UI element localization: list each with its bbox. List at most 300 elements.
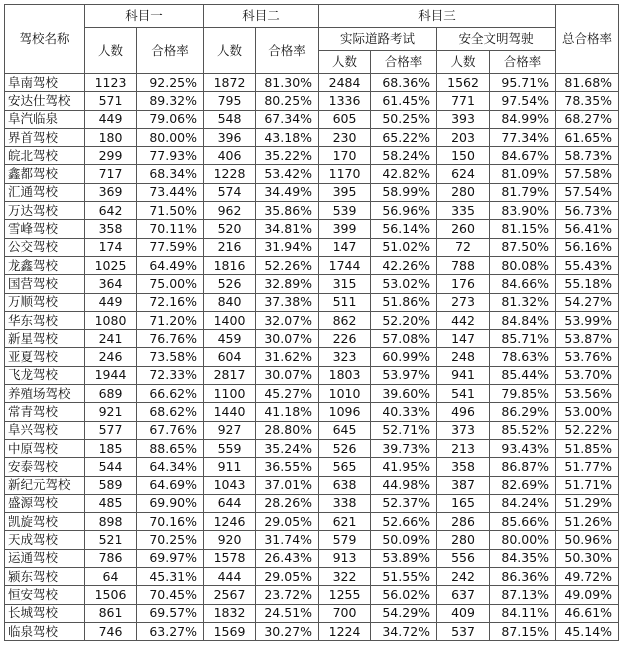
subject2-rate-cell: 67.34% xyxy=(256,110,319,128)
subject2-rate-cell: 34.49% xyxy=(256,183,319,201)
road-test-rate-cell: 42.26% xyxy=(371,256,437,274)
overall-rate-cell: 53.76% xyxy=(556,348,619,366)
school-name-cell: 鑫都驾校 xyxy=(5,165,85,183)
subject1-rate-cell: 75.00% xyxy=(137,275,204,293)
overall-rate-cell: 55.18% xyxy=(556,275,619,293)
subject2-rate-cell: 35.22% xyxy=(256,147,319,165)
subject1-rate-cell: 72.33% xyxy=(137,366,204,384)
road-test-count-cell: 1255 xyxy=(319,586,371,604)
subject1-count-cell: 642 xyxy=(85,202,137,220)
subject1-count-cell: 521 xyxy=(85,531,137,549)
subject2-count-cell: 1832 xyxy=(204,604,256,622)
table-row xyxy=(5,220,619,238)
safe-driving-count-cell: 409 xyxy=(437,604,490,622)
road-test-rate-cell: 56.02% xyxy=(371,586,437,604)
road-test-count-cell: 2484 xyxy=(319,74,371,92)
subject1-count-cell: 64 xyxy=(85,568,137,586)
subject2-count-cell: 526 xyxy=(204,275,256,293)
overall-rate-cell: 56.73% xyxy=(556,202,619,220)
safe-driving-count-cell: 358 xyxy=(437,458,490,476)
school-name-cell: 安泰驾校 xyxy=(5,458,85,476)
subject2-rate-cell: 80.25% xyxy=(256,92,319,110)
table-row xyxy=(5,238,619,256)
table-row xyxy=(5,385,619,403)
subject1-rate-cell: 64.49% xyxy=(137,256,204,274)
subject1-count-cell: 299 xyxy=(85,147,137,165)
safe-driving-rate-cell: 82.69% xyxy=(490,476,556,494)
subject1-rate-cell: 69.97% xyxy=(137,549,204,567)
subject1-count-cell: 185 xyxy=(85,439,137,457)
subject1-count-cell: 577 xyxy=(85,421,137,439)
road-test-count-cell: 638 xyxy=(319,476,371,494)
school-name-cell: 阜汽临泉 xyxy=(5,110,85,128)
school-name-cell: 恒安驾校 xyxy=(5,586,85,604)
school-name-cell: 运通驾校 xyxy=(5,549,85,567)
road-test-count-cell: 1803 xyxy=(319,366,371,384)
road-test-rate-cell: 52.20% xyxy=(371,311,437,329)
school-name-cell: 亚夏驾校 xyxy=(5,348,85,366)
subject2-count-cell: 520 xyxy=(204,220,256,238)
header-row-1 xyxy=(5,5,619,28)
safe-driving-rate-cell: 84.11% xyxy=(490,604,556,622)
overall-rate-cell: 53.99% xyxy=(556,311,619,329)
road-test-count-cell: 170 xyxy=(319,147,371,165)
subject1-count-cell: 1080 xyxy=(85,311,137,329)
road-test-count-cell: 700 xyxy=(319,604,371,622)
table-row xyxy=(5,311,619,329)
subject2-rate-cell: 53.42% xyxy=(256,165,319,183)
subject1-count-cell: 589 xyxy=(85,476,137,494)
subject2-count-cell: 444 xyxy=(204,568,256,586)
subject2-count-cell: 1440 xyxy=(204,403,256,421)
safe-driving-rate-cell: 81.15% xyxy=(490,220,556,238)
road-test-count-cell: 226 xyxy=(319,330,371,348)
subject2-count-header: 人数 xyxy=(204,28,256,74)
overall-rate-cell: 55.43% xyxy=(556,256,619,274)
road-test-rate-cell: 56.96% xyxy=(371,202,437,220)
subject1-header: 科目一 xyxy=(85,5,204,28)
school-name-cell: 万达驾校 xyxy=(5,202,85,220)
subject2-rate-cell: 24.51% xyxy=(256,604,319,622)
table-row xyxy=(5,74,619,92)
safe-driving-count-cell: 788 xyxy=(437,256,490,274)
school-name-cell: 万顺驾校 xyxy=(5,293,85,311)
subject2-count-cell: 911 xyxy=(204,458,256,476)
safe-driving-count-cell: 248 xyxy=(437,348,490,366)
safe-driving-count-cell: 1562 xyxy=(437,74,490,92)
subject1-rate-cell: 80.00% xyxy=(137,128,204,146)
road-test-count-header: 人数 xyxy=(319,51,371,74)
safe-driving-rate-cell: 81.32% xyxy=(490,293,556,311)
safe-driving-rate-cell: 81.09% xyxy=(490,165,556,183)
road-test-count-cell: 323 xyxy=(319,348,371,366)
safe-driving-rate-cell: 84.24% xyxy=(490,494,556,512)
safe-driving-rate-cell: 87.15% xyxy=(490,622,556,640)
road-test-rate-cell: 51.02% xyxy=(371,238,437,256)
road-test-count-cell: 645 xyxy=(319,421,371,439)
overall-rate-cell: 46.61% xyxy=(556,604,619,622)
overall-rate-cell: 56.16% xyxy=(556,238,619,256)
school-name-cell: 天成驾校 xyxy=(5,531,85,549)
subject2-rate-cell: 52.26% xyxy=(256,256,319,274)
safe-driving-count-cell: 280 xyxy=(437,183,490,201)
overall-rate-cell: 57.54% xyxy=(556,183,619,201)
table-row xyxy=(5,366,619,384)
overall-rate-cell: 52.22% xyxy=(556,421,619,439)
school-name-cell: 安达仕驾校 xyxy=(5,92,85,110)
subject1-rate-cell: 45.31% xyxy=(137,568,204,586)
table-row xyxy=(5,586,619,604)
school-name-cell: 常青驾校 xyxy=(5,403,85,421)
subject2-rate-cell: 37.01% xyxy=(256,476,319,494)
subject2-rate-cell: 45.27% xyxy=(256,385,319,403)
school-name-cell: 养殖场驾校 xyxy=(5,385,85,403)
subject2-count-cell: 927 xyxy=(204,421,256,439)
safe-driving-rate-cell: 84.66% xyxy=(490,275,556,293)
safe-driving-rate-cell: 84.99% xyxy=(490,110,556,128)
subject1-rate-cell: 68.34% xyxy=(137,165,204,183)
road-test-rate-cell: 54.29% xyxy=(371,604,437,622)
road-test-count-cell: 539 xyxy=(319,202,371,220)
subject1-rate-cell: 67.76% xyxy=(137,421,204,439)
subject2-rate-cell: 28.80% xyxy=(256,421,319,439)
subject2-count-cell: 604 xyxy=(204,348,256,366)
safe-driving-count-cell: 387 xyxy=(437,476,490,494)
road-test-rate-cell: 39.73% xyxy=(371,439,437,457)
subject1-count-cell: 369 xyxy=(85,183,137,201)
subject1-count-cell: 449 xyxy=(85,110,137,128)
overall-rate-cell: 53.00% xyxy=(556,403,619,421)
safe-driving-count-cell: 213 xyxy=(437,439,490,457)
table-row xyxy=(5,513,619,531)
safe-driving-count-cell: 496 xyxy=(437,403,490,421)
subject1-count-cell: 485 xyxy=(85,494,137,512)
overall-rate-cell: 56.41% xyxy=(556,220,619,238)
road-test-count-cell: 147 xyxy=(319,238,371,256)
school-name-cell: 新纪元驾校 xyxy=(5,476,85,494)
subject1-count-cell: 174 xyxy=(85,238,137,256)
safe-driving-count-cell: 537 xyxy=(437,622,490,640)
safe-driving-count-cell: 273 xyxy=(437,293,490,311)
subject1-count-cell: 180 xyxy=(85,128,137,146)
road-test-count-cell: 230 xyxy=(319,128,371,146)
school-name-cell: 长城驾校 xyxy=(5,604,85,622)
safe-driving-count-cell: 624 xyxy=(437,165,490,183)
overall-rate-cell: 57.58% xyxy=(556,165,619,183)
road-test-count-cell: 1336 xyxy=(319,92,371,110)
subject2-rate-cell: 23.72% xyxy=(256,586,319,604)
road-test-rate-cell: 60.99% xyxy=(371,348,437,366)
subject1-rate-cell: 69.57% xyxy=(137,604,204,622)
safe-driving-rate-cell: 86.36% xyxy=(490,568,556,586)
subject2-rate-cell: 35.24% xyxy=(256,439,319,457)
table-row xyxy=(5,348,619,366)
subject2-rate-cell: 31.74% xyxy=(256,531,319,549)
school-name-cell: 龙鑫驾校 xyxy=(5,256,85,274)
subject1-rate-cell: 73.58% xyxy=(137,348,204,366)
subject1-count-cell: 1944 xyxy=(85,366,137,384)
subject1-count-cell: 1123 xyxy=(85,74,137,92)
subject2-rate-cell: 35.86% xyxy=(256,202,319,220)
subject1-rate-cell: 70.25% xyxy=(137,531,204,549)
school-name-cell: 华东驾校 xyxy=(5,311,85,329)
subject1-rate-cell: 70.11% xyxy=(137,220,204,238)
school-name-cell: 飞龙驾校 xyxy=(5,366,85,384)
safe-driving-count-cell: 442 xyxy=(437,311,490,329)
subject2-count-cell: 2817 xyxy=(204,366,256,384)
subject1-rate-cell: 79.06% xyxy=(137,110,204,128)
road-test-count-cell: 565 xyxy=(319,458,371,476)
subject2-count-cell: 548 xyxy=(204,110,256,128)
road-test-rate-cell: 53.97% xyxy=(371,366,437,384)
overall-rate-header: 总合格率 xyxy=(556,5,619,74)
safe-driving-rate-cell: 84.84% xyxy=(490,311,556,329)
road-test-count-cell: 1744 xyxy=(319,256,371,274)
subject1-rate-cell: 66.62% xyxy=(137,385,204,403)
road-test-rate-cell: 53.89% xyxy=(371,549,437,567)
table-row xyxy=(5,256,619,274)
subject1-rate-cell: 73.44% xyxy=(137,183,204,201)
road-test-count-cell: 1170 xyxy=(319,165,371,183)
subject1-rate-cell: 71.50% xyxy=(137,202,204,220)
overall-rate-cell: 58.73% xyxy=(556,147,619,165)
road-test-count-cell: 338 xyxy=(319,494,371,512)
subject2-count-cell: 644 xyxy=(204,494,256,512)
subject2-rate-cell: 81.30% xyxy=(256,74,319,92)
subject2-rate-cell: 37.38% xyxy=(256,293,319,311)
school-name-cell: 阜南驾校 xyxy=(5,74,85,92)
subject1-count-header: 人数 xyxy=(85,28,137,74)
subject2-rate-cell: 26.43% xyxy=(256,549,319,567)
road-test-count-cell: 913 xyxy=(319,549,371,567)
subject1-count-cell: 241 xyxy=(85,330,137,348)
road-test-rate-cell: 51.55% xyxy=(371,568,437,586)
subject2-rate-cell: 28.26% xyxy=(256,494,319,512)
safe-driving-rate-cell: 93.43% xyxy=(490,439,556,457)
subject2-count-cell: 1816 xyxy=(204,256,256,274)
road-test-count-cell: 579 xyxy=(319,531,371,549)
overall-rate-cell: 61.65% xyxy=(556,128,619,146)
table-row xyxy=(5,421,619,439)
subject2-count-cell: 559 xyxy=(204,439,256,457)
road-test-count-cell: 511 xyxy=(319,293,371,311)
subject1-count-cell: 717 xyxy=(85,165,137,183)
subject1-rate-cell: 92.25% xyxy=(137,74,204,92)
road-test-count-cell: 1096 xyxy=(319,403,371,421)
table-row xyxy=(5,476,619,494)
safe-driving-count-cell: 373 xyxy=(437,421,490,439)
safe-driving-count-cell: 771 xyxy=(437,92,490,110)
road-test-rate-cell: 50.09% xyxy=(371,531,437,549)
road-test-rate-cell: 68.36% xyxy=(371,74,437,92)
school-name-header: 驾校名称 xyxy=(5,5,85,74)
table-row xyxy=(5,92,619,110)
safe-driving-rate-cell: 81.79% xyxy=(490,183,556,201)
subject2-count-cell: 2567 xyxy=(204,586,256,604)
subject2-rate-cell: 43.18% xyxy=(256,128,319,146)
road-test-rate-cell: 50.25% xyxy=(371,110,437,128)
safe-driving-count-cell: 147 xyxy=(437,330,490,348)
subject2-header: 科目二 xyxy=(204,5,319,28)
overall-rate-cell: 51.85% xyxy=(556,439,619,457)
road-test-rate-cell: 44.98% xyxy=(371,476,437,494)
school-name-cell: 皖北驾校 xyxy=(5,147,85,165)
table-row xyxy=(5,531,619,549)
safe-driving-rate-cell: 77.34% xyxy=(490,128,556,146)
road-test-count-cell: 862 xyxy=(319,311,371,329)
subject2-count-cell: 795 xyxy=(204,92,256,110)
safe-driving-count-cell: 286 xyxy=(437,513,490,531)
subject1-rate-cell: 76.76% xyxy=(137,330,204,348)
table-row xyxy=(5,275,619,293)
subject1-rate-cell: 89.32% xyxy=(137,92,204,110)
subject2-rate-cell: 36.55% xyxy=(256,458,319,476)
subject1-rate-cell: 71.20% xyxy=(137,311,204,329)
subject2-count-cell: 1400 xyxy=(204,311,256,329)
subject1-rate-cell: 77.93% xyxy=(137,147,204,165)
subject1-count-cell: 449 xyxy=(85,293,137,311)
overall-rate-cell: 68.27% xyxy=(556,110,619,128)
subject2-rate-cell: 32.89% xyxy=(256,275,319,293)
road-test-rate-cell: 61.45% xyxy=(371,92,437,110)
overall-rate-cell: 51.29% xyxy=(556,494,619,512)
subject1-count-cell: 689 xyxy=(85,385,137,403)
subject1-rate-cell: 77.59% xyxy=(137,238,204,256)
safe-driving-count-cell: 556 xyxy=(437,549,490,567)
overall-rate-cell: 49.72% xyxy=(556,568,619,586)
school-name-cell: 公交驾校 xyxy=(5,238,85,256)
safe-driving-rate-cell: 78.63% xyxy=(490,348,556,366)
safe-driving-rate-cell: 83.90% xyxy=(490,202,556,220)
school-name-cell: 国营驾校 xyxy=(5,275,85,293)
road-test-rate-cell: 52.66% xyxy=(371,513,437,531)
subject1-rate-cell: 68.62% xyxy=(137,403,204,421)
table-row xyxy=(5,549,619,567)
subject1-count-cell: 1506 xyxy=(85,586,137,604)
subject1-rate-cell: 70.16% xyxy=(137,513,204,531)
subject2-count-cell: 1228 xyxy=(204,165,256,183)
safe-driving-count-cell: 393 xyxy=(437,110,490,128)
subject1-count-cell: 898 xyxy=(85,513,137,531)
subject2-count-cell: 1246 xyxy=(204,513,256,531)
road-test-count-cell: 395 xyxy=(319,183,371,201)
overall-rate-cell: 54.27% xyxy=(556,293,619,311)
subject2-count-cell: 1043 xyxy=(204,476,256,494)
overall-rate-cell: 45.14% xyxy=(556,622,619,640)
safe-driving-rate-cell: 97.54% xyxy=(490,92,556,110)
subject2-count-cell: 962 xyxy=(204,202,256,220)
table-row xyxy=(5,202,619,220)
subject2-count-cell: 1569 xyxy=(204,622,256,640)
safe-driving-count-cell: 203 xyxy=(437,128,490,146)
table-row xyxy=(5,330,619,348)
road-test-count-cell: 1224 xyxy=(319,622,371,640)
subject1-rate-cell: 69.90% xyxy=(137,494,204,512)
safe-driving-count-cell: 335 xyxy=(437,202,490,220)
road-test-count-cell: 621 xyxy=(319,513,371,531)
safe-driving-count-cell: 260 xyxy=(437,220,490,238)
overall-rate-cell: 50.96% xyxy=(556,531,619,549)
safe-driving-rate-cell: 79.85% xyxy=(490,385,556,403)
school-name-cell: 凯旋驾校 xyxy=(5,513,85,531)
table-row xyxy=(5,165,619,183)
safe-driving-count-cell: 541 xyxy=(437,385,490,403)
overall-rate-cell: 81.68% xyxy=(556,74,619,92)
safe-driving-rate-cell: 84.67% xyxy=(490,147,556,165)
subject1-count-cell: 786 xyxy=(85,549,137,567)
road-test-rate-cell: 51.86% xyxy=(371,293,437,311)
safe-driving-count-cell: 242 xyxy=(437,568,490,586)
table-row xyxy=(5,458,619,476)
safe-driving-rate-cell: 85.71% xyxy=(490,330,556,348)
safe-driving-count-cell: 72 xyxy=(437,238,490,256)
school-name-cell: 临泉驾校 xyxy=(5,622,85,640)
subject2-rate-cell: 32.07% xyxy=(256,311,319,329)
school-name-cell: 中原驾校 xyxy=(5,439,85,457)
subject2-rate-cell: 30.07% xyxy=(256,366,319,384)
table-row xyxy=(5,439,619,457)
school-name-cell: 新星驾校 xyxy=(5,330,85,348)
safe-driving-rate-header: 合格率 xyxy=(490,51,556,74)
subject1-count-cell: 544 xyxy=(85,458,137,476)
road-test-rate-cell: 58.99% xyxy=(371,183,437,201)
safe-driving-count-cell: 280 xyxy=(437,531,490,549)
road-test-rate-cell: 53.02% xyxy=(371,275,437,293)
school-name-cell: 盛源驾校 xyxy=(5,494,85,512)
overall-rate-cell: 49.09% xyxy=(556,586,619,604)
subject1-rate-cell: 72.16% xyxy=(137,293,204,311)
subject2-count-cell: 920 xyxy=(204,531,256,549)
subject3-header: 科目三 xyxy=(319,5,556,28)
table-row xyxy=(5,403,619,421)
subject2-rate-cell: 30.27% xyxy=(256,622,319,640)
safe-driving-rate-cell: 87.50% xyxy=(490,238,556,256)
subject1-count-cell: 571 xyxy=(85,92,137,110)
safe-driving-rate-cell: 86.29% xyxy=(490,403,556,421)
overall-rate-cell: 51.71% xyxy=(556,476,619,494)
subject1-count-cell: 1025 xyxy=(85,256,137,274)
road-test-rate-cell: 42.82% xyxy=(371,165,437,183)
overall-rate-cell: 53.56% xyxy=(556,385,619,403)
road-test-header: 实际道路考试 xyxy=(319,28,437,51)
overall-rate-cell: 53.87% xyxy=(556,330,619,348)
subject1-count-cell: 921 xyxy=(85,403,137,421)
road-test-count-cell: 526 xyxy=(319,439,371,457)
safe-driving-count-cell: 176 xyxy=(437,275,490,293)
road-test-rate-cell: 39.60% xyxy=(371,385,437,403)
safe-driving-count-header: 人数 xyxy=(437,51,490,74)
safe-driving-count-cell: 150 xyxy=(437,147,490,165)
school-name-cell: 雪峰驾校 xyxy=(5,220,85,238)
overall-rate-cell: 53.70% xyxy=(556,366,619,384)
safe-driving-count-cell: 941 xyxy=(437,366,490,384)
subject1-count-cell: 364 xyxy=(85,275,137,293)
road-test-rate-cell: 41.95% xyxy=(371,458,437,476)
safe-driving-rate-cell: 85.66% xyxy=(490,513,556,531)
subject2-rate-cell: 29.05% xyxy=(256,568,319,586)
subject2-count-cell: 216 xyxy=(204,238,256,256)
safe-driving-rate-cell: 80.08% xyxy=(490,256,556,274)
subject1-count-cell: 861 xyxy=(85,604,137,622)
table-row xyxy=(5,604,619,622)
subject2-count-cell: 459 xyxy=(204,330,256,348)
subject1-count-cell: 246 xyxy=(85,348,137,366)
safe-driving-rate-cell: 87.13% xyxy=(490,586,556,604)
road-test-rate-cell: 40.33% xyxy=(371,403,437,421)
safe-driving-count-cell: 165 xyxy=(437,494,490,512)
subject2-count-cell: 396 xyxy=(204,128,256,146)
subject2-count-cell: 1100 xyxy=(204,385,256,403)
